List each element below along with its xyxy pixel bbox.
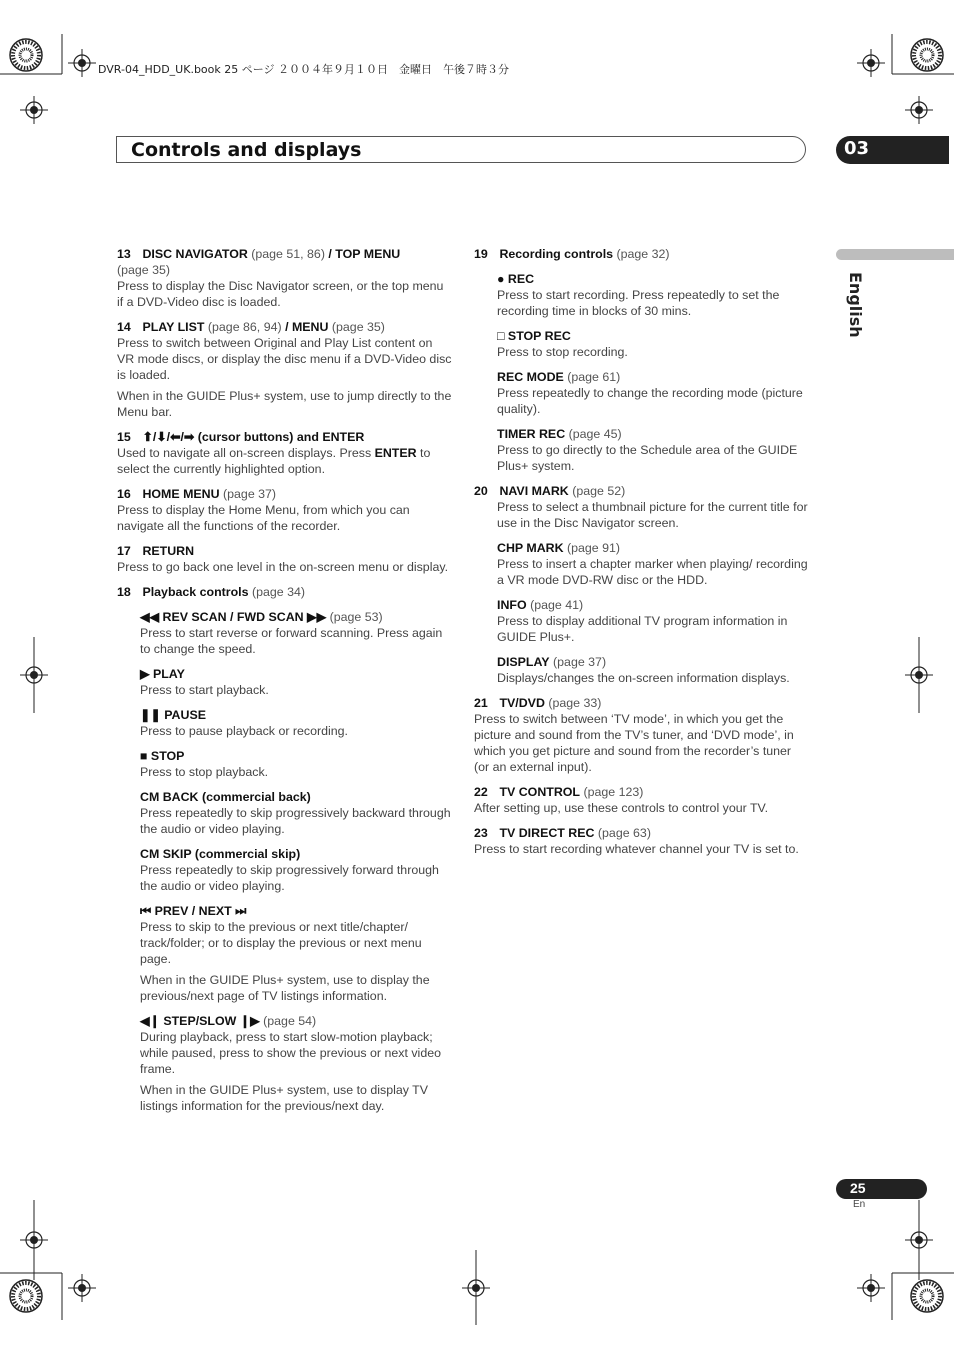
sub-stop-rec: □ STOP REC Press to stop recording. [497, 329, 628, 359]
entry-19: 19 Recording controls (page 32) [474, 247, 670, 261]
right-column [474, 246, 809, 866]
crosshair-mark [20, 96, 48, 124]
sub-info: INFO (page 41) Press to display additional TV program information in GUIDE Plus+. [497, 598, 788, 644]
sub-rev-fwd-scan: ◀◀ REV SCAN / FWD SCAN ▶▶ (page 53) Press to start reverse or forward scanning. Press again to change the speed. [140, 610, 443, 656]
language-label: English [846, 272, 865, 338]
star-target-mark [10, 39, 42, 71]
page-language-code: En [853, 1199, 866, 1210]
star-target-mark [911, 1280, 943, 1312]
entry-description: Press to display the Disc Navigator screen, or the top menu if a DVD-Video disc is loaded. [117, 279, 444, 309]
entry-15: 15 ⬆/⬇/⬅/➡ (cursor buttons) and ENTER Used to navigate all on-screen displays. Press ENTER to select the currently highlighted option. [117, 430, 431, 476]
entry-16: 16 HOME MENU (page 37) Press to display the Home Menu, from which you can navigate all the functions of the recorder. [117, 487, 410, 533]
sub-rec-mode: REC MODE (page 61) Press repeatedly to change the recording mode (picture quality). [497, 370, 803, 416]
crosshair-mark [857, 49, 885, 77]
sub-cm-back: CM BACK (commercial back) Press repeatedly to skip progressively backward through the audio or video playing. [140, 790, 451, 836]
left-column [117, 246, 452, 1123]
crosshair-mark [68, 49, 96, 77]
entry-18: 18 Playback controls (page 34) [117, 585, 306, 599]
page-number: 25 [850, 1180, 866, 1196]
page-number-badge [836, 1179, 927, 1199]
file-header: DVR-04_HDD_UK.book 25 ページ ２００４年９月１０日 金曜日 午後７時３分 [98, 63, 510, 76]
sub-stop: ■ STOP Press to stop playback. [140, 749, 269, 779]
crosshair-mark [68, 1274, 96, 1302]
entry-20: 20 NAVI MARK (page 52) Press to select a thumbnail picture for the current title for use in the Disc Navigator screen. [474, 484, 808, 530]
chapter-number-tab [836, 136, 949, 164]
entry-23: 23 TV DIRECT REC (page 63) Press to start recording whatever channel your TV is set to. [474, 826, 799, 856]
sub-display: DISPLAY (page 37) Displays/changes the on-screen information displays. [497, 655, 790, 685]
entry-14: 14 PLAY LIST (page 86, 94) / MENU (page 35) Press to switch between Original and Play List content on VR mode discs, or display the disc menu if a DVD-Video disc is loaded. When in the GUIDE Plus+ system, use to jump directly to the Menu bar. [117, 320, 452, 419]
sub-step-slow: ◀❙ STEP/SLOW ❙▶ (page 54) During playback, press to start slow-motion playback; while paused, press to show the previous or next video frame. When in the GUIDE Plus+ system, use to display TV listings information for the previous/next day. [140, 1014, 441, 1113]
sub-timer-rec: TIMER REC (page 45) Press to go directly to the Schedule area of the GUIDE Plus+ system. [497, 427, 798, 473]
entry-extra: When in the GUIDE Plus+ system, use to jump directly to the Menu bar. [117, 389, 452, 419]
sub-cm-skip: CM SKIP (commercial skip) Press repeatedly to skip progressively forward through the audio or video playing. [140, 847, 439, 893]
crosshair-mark [857, 1274, 885, 1302]
entry-13: 13 DISC NAVIGATOR (page 51, 86) / TOP MENU (page 35) Press to display the Disc Navigator screen, or the top menu if a DVD-Video disc is loaded. [117, 247, 444, 309]
sub-pause: ❚❚ PAUSE Press to pause playback or recording. [140, 708, 348, 738]
star-target-mark [10, 1280, 42, 1312]
chapter-title-bar [116, 136, 806, 163]
entry-21: 21 TV/DVD (page 33) Press to switch between ‘TV mode’, in which you get the picture and sound from the TV’s tuner, and ‘DVD mode’, in which you get picture and sound from the recorder’s tuner (or an external input). [474, 696, 794, 774]
sub-prev-next: ⏮ PREV / NEXT ⏭ Press to skip to the previous or next title/chapter/ track/folder; or to display the previous or next menu page. When in the GUIDE Plus+ system, use to display the previous/next page of TV listings information. [140, 904, 430, 1003]
entry-17: 17 RETURN Press to go back one level in the on-screen menu or display. [117, 544, 449, 574]
crosshair-mark [905, 96, 933, 124]
entry-22: 22 TV CONTROL (page 123) After setting up, use these controls to control your TV. [474, 785, 769, 815]
language-tab-bar [836, 249, 954, 260]
star-target-mark [911, 39, 943, 71]
chapter-title: Controls and displays [131, 139, 362, 161]
sub-chp-mark: CHP MARK (page 91) Press to insert a chapter marker when playing/ recording a VR mode DVD-RW disc or the HDD. [497, 541, 808, 587]
sub-play: ▶ PLAY Press to start playback. [140, 667, 269, 697]
sub-rec: ● REC Press to start recording. Press repeatedly to set the recording time in blocks of 30 mins. [497, 272, 780, 318]
entry-description: Press to switch between Original and Play List content on VR mode discs, or display the disc menu if a DVD-Video disc is loaded. [117, 336, 452, 382]
chapter-number: 03 [844, 138, 870, 159]
